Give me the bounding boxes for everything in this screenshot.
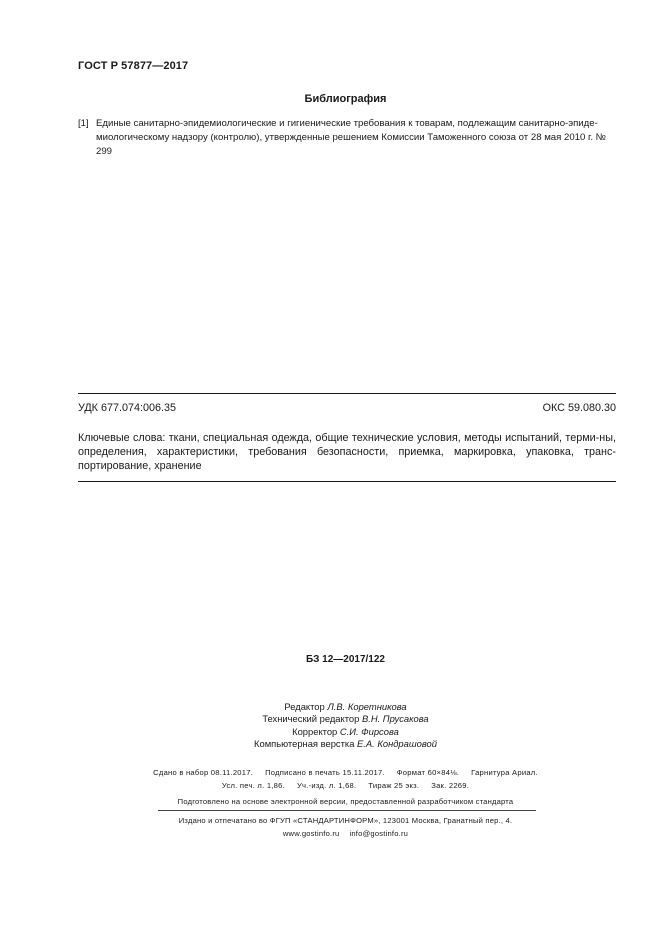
staff-name: В.Н. Прусакова [361,713,429,725]
website-link[interactable]: www.gostinfo.ru [282,828,340,838]
email-link[interactable]: info@gostinfo.ru [349,828,409,838]
bibliography-title: Библиография [304,93,387,105]
staff-name: С.И. Фирсова [339,725,399,737]
publisher-divider [158,810,536,811]
staff-name: Е.А. Кондрашовой [357,738,437,750]
print-detail: Гарнитура Ариал. [471,768,538,777]
staff-row [30,738,661,750]
divider-bottom [78,481,616,482]
print-detail: Сдано в набор 08.11.2017. [153,768,254,777]
print-detail: Формат 60×84⅛. [396,768,460,777]
staff-role: Технический редактор [262,713,360,725]
print-line-2 [30,780,661,793]
print-details [0,767,661,792]
staff-row [30,701,661,713]
standard-number: ГОСТ Р 57877—2017 [78,60,189,72]
staff-row [30,713,661,725]
keywords: Ключевые слова: ткани, специальная одежда, общие технические условия, методы испытаний, терми-ны, определения, характеристики, требования безопасности, приемка, маркировка, упаковка, транс-портирование, хранение [78,432,616,473]
print-detail: Тираж 25 экз. [368,780,420,790]
print-detail: Подписано в печать 15.11.2017. [265,768,385,777]
staff-row [30,726,661,738]
publisher-contacts [30,828,661,841]
prepared-note: Подготовлено на основе электронной версии, предоставленной разработчиком стандарта [177,797,514,806]
print-detail: Уч.-изд. л. 1,68. [296,780,357,790]
bibliography-entry-text: Единые санитарно-эпидемиологические и гигиенические требования к товарам, подлежащим санитарно-эпиде-миологическому надзору (контролю), утвержденные решением Комиссии Таможенного союза от 28 мая 2010 г. № 299 [96,118,606,157]
publisher-info [0,815,661,840]
staff-role: Редактор [284,701,325,712]
staff-role: Компьютерная верстка [254,738,355,750]
udk-code: УДК 677.074:006.35 [78,402,177,414]
oks-code: ОКС 59.080.30 [542,402,616,414]
editorial-staff [0,701,661,751]
bibliography-entry [78,117,616,159]
staff-name: Л.В. Коретникова [327,701,407,712]
print-line-1 [30,767,661,780]
print-detail: Зак. 2269. [431,780,470,790]
print-detail: Усл. печ. л. 1,86. [221,780,285,790]
bz-number: БЗ 12—2017/122 [306,654,385,665]
staff-role: Корректор [292,725,338,737]
publisher-address: Издано и отпечатано во ФГУП «СТАНДАРТИНФОРМ», 123001 Москва, Гранатный пер., 4. [178,816,513,825]
bibliography-entry-number: [1] [78,118,89,129]
divider-top [78,393,616,394]
